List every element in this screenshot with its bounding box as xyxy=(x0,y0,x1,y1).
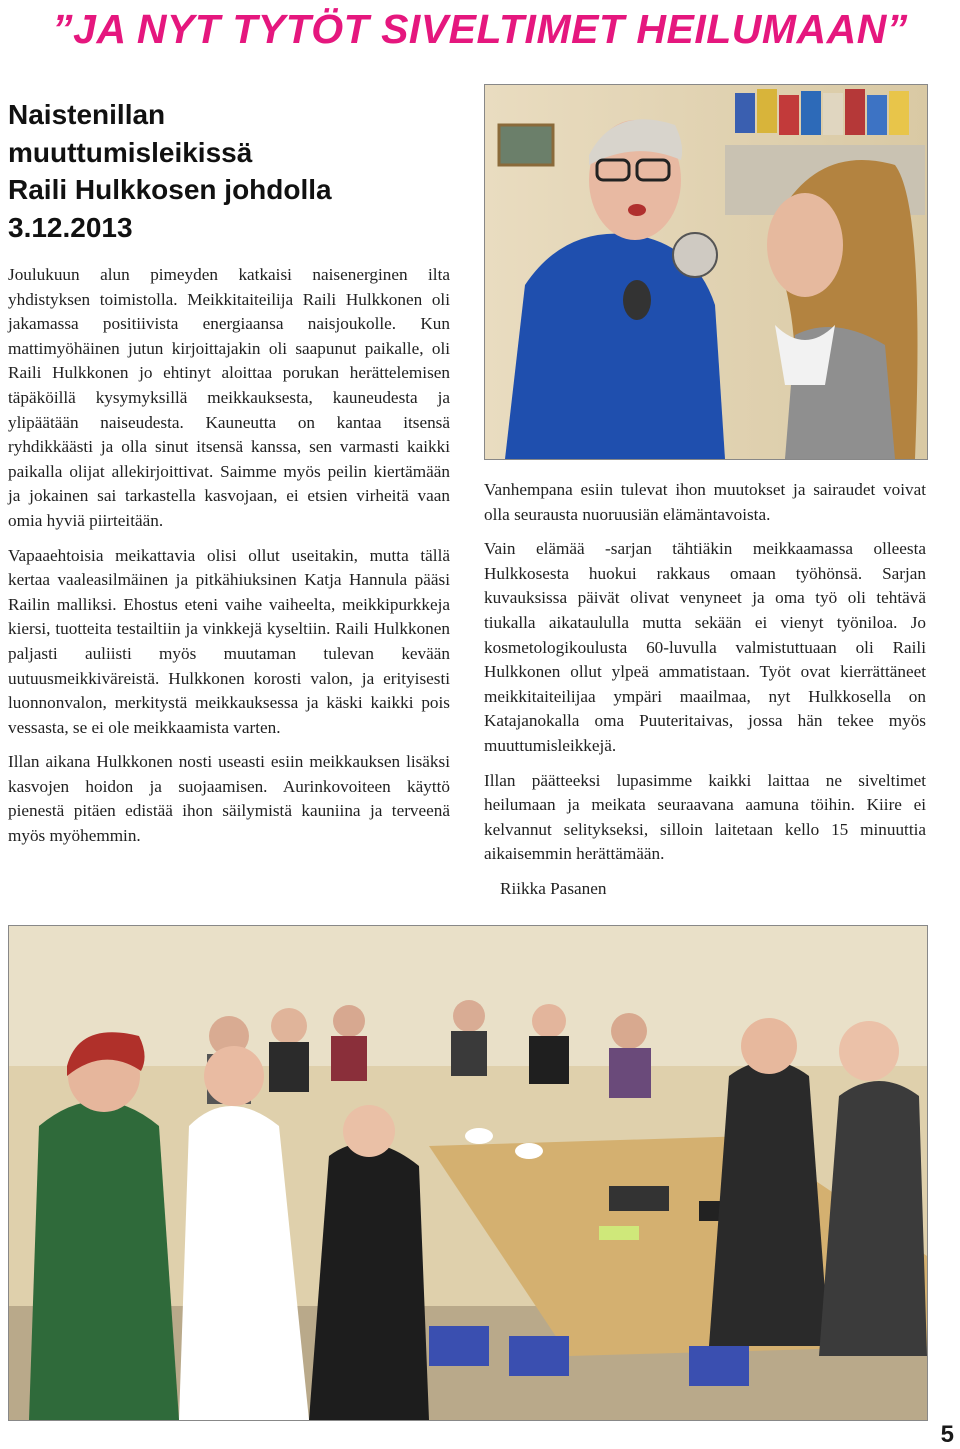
right-column xyxy=(484,478,926,912)
makeup-demo-illustration xyxy=(485,85,927,459)
article-subtitle xyxy=(8,96,438,246)
left-column xyxy=(8,263,450,859)
subtitle-line: muuttumisleikissä xyxy=(8,136,253,168)
body-paragraph: Vain elämää -sarjan tähtiäkin meikkaamassa olleesta Hulkkosesta huokui rakkaus omaan työhönsä. Sarjan kuvauksissa päivät olivat venyneet ja oma työ oli tehtävä tiukalla aikataululla mutta sekään ei vienyt työniloa. Jo kosmetologikoulusta 60-luvulla valmistuttuaan oli Raili Hulkkonen ollut ylpeä ammatistaan. Työt ovat kierrättäneet meikkitaiteilijaa ympäri maailmaa, nyt Hulkkosella on Katajanokalla oma Puuteritaivas, jossa hän tekee myös muuttumisleikkejä. xyxy=(484,539,926,755)
author-signature: Riikka Pasanen xyxy=(500,878,607,898)
body-paragraph: Vapaaehtoisia meikattavia olisi ollut useitakin, mutta tällä kertaa vaaleasilmäinen ja pitkähiuksinen Katja Hannula pääsi Railin malliksi. Ehostus eteni vaihe vaiheelta, meikkipurkkeja kiersi, tuotteita testailtiin ja vinkkejä kyseltiin. Raili Hulkkonen paljasti auliisti myös muutaman tulevan kevään uutuusmeikkiväreistä. Hulkkonen korosti valon, ja erityisesti luonnonvalon, merkitystä meikkauksessa ja käski kaikki pois vessasta, se ei ole meikkaamista varten. xyxy=(8,545,450,737)
article-headline: ”JA NYT TYTÖT SIVELTIMET HEILUMAAN” xyxy=(52,6,908,52)
subtitle-line: Raili Hulkkosen johdolla xyxy=(8,174,332,205)
subtitle-date: 3.12.2013 xyxy=(8,211,133,243)
subtitle-line: Naistenillan xyxy=(8,99,166,130)
makeup-demo-photo xyxy=(484,84,928,460)
audience-photo xyxy=(8,925,928,1421)
body-paragraph: Vanhempana esiin tulevat ihon muutokset ja sairaudet voivat olla seurausta nuoruusiän elämäntavoista. xyxy=(484,480,926,524)
body-paragraph: Illan aikana Hulkkonen nosti useasti esiin meikkauksen lisäksi kasvojen hoidon ja suojaamisen. Aurinkovoiteen käyttö pienestä pitäen edistää ihon säilymistä kauniina ja terveenä myös myöhemmin. xyxy=(8,752,450,846)
body-paragraph: Illan päätteeksi lupasimme kaikki laittaa ne siveltimet heilumaan ja meikata seuraavana aamuna töihin. Kiire ei kelvannut selitykseksi, silloin laitetaan kello 15 minuuttia aikaisemmin herättämään. xyxy=(484,770,926,864)
audience-illustration xyxy=(9,926,927,1420)
body-paragraph: Joulukuun alun pimeyden katkaisi naisenerginen ilta yhdistyksen toimistolla. Meikkitaiteilija Raili Hulkkonen oli jakamassa positiivista energiaansa naisjoukolle. Kun mattimyöhäinen jutun kirjoittajakin oli saapunut paikalle, oli Raili Hulkkonen jo ehtinyt aloittaa porukan herättelemisen täpäköillä kysymyksillä meikkauksesta, kauneudesta ja ylipäätään naiseudesta. Kauneutta on kantaa itsensä ryhdikkäästi ja olla sinut itsensä kanssa, sen varmasti kaikki paikalla olijat allekirjoittivat. Saimme myös peilin kiertämään ja jokainen sai tarkastella kasvojaan, ei etsien virheitä vaan omia hyviä piirteitään. xyxy=(8,265,450,530)
page-number: 5 xyxy=(940,1421,954,1448)
